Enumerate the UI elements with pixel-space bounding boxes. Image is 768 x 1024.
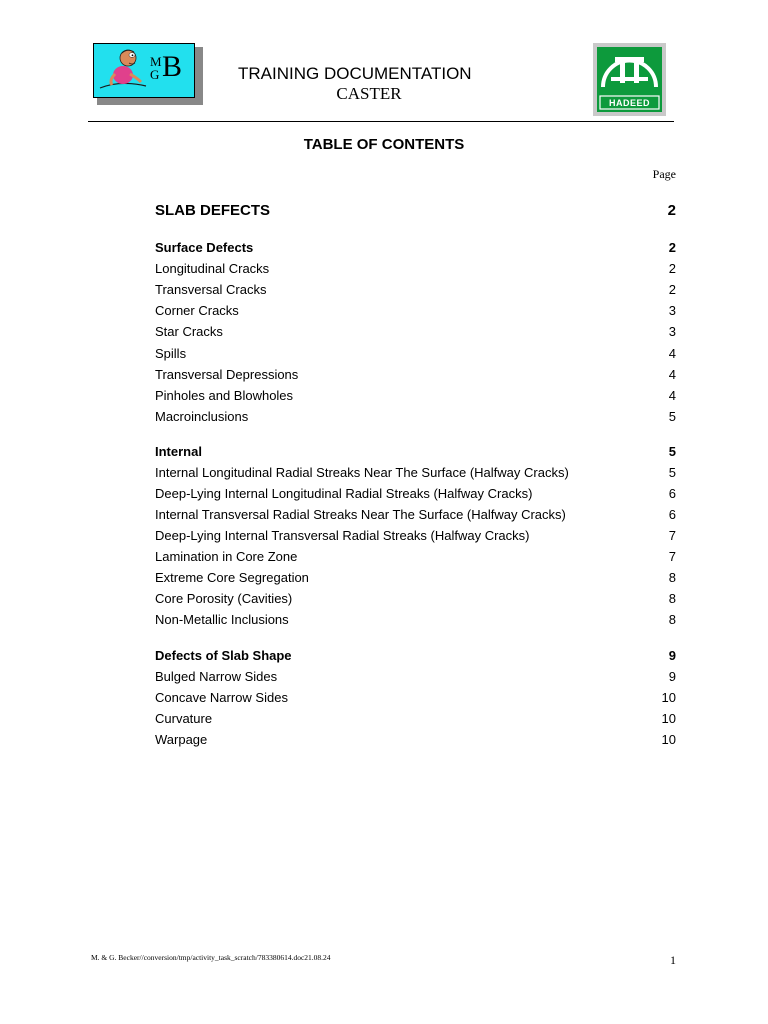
toc-entry[interactable] — [155, 261, 676, 279]
toc-entry[interactable] — [155, 346, 676, 364]
toc-entry-page: 8 — [668, 612, 676, 627]
toc-section[interactable] — [155, 444, 676, 462]
toc-entry-label: Internal Transversal Radial Streaks Near The Surface (Halfway Cracks) — [155, 507, 566, 522]
toc-entry-label: Star Cracks — [155, 324, 223, 339]
toc-section-label: Defects of Slab Shape — [155, 648, 292, 663]
toc-entry[interactable] — [155, 388, 676, 406]
page-number: 1 — [670, 953, 676, 967]
toc-entry-page: 4 — [668, 367, 676, 382]
toc-entry-page: 8 — [668, 591, 676, 606]
toc-entry-label: Internal Longitudinal Radial Streaks Near The Surface (Halfway Cracks) — [155, 465, 569, 480]
toc-entry-page: 6 — [668, 507, 676, 522]
toc-entry[interactable] — [155, 465, 676, 483]
toc-entry-page: 10 — [661, 711, 676, 726]
toc-entry-page: 2 — [668, 282, 676, 297]
toc-entry[interactable] — [155, 303, 676, 321]
toc-entry-page: 3 — [668, 303, 676, 318]
toc-entry-label: Concave Narrow Sides — [155, 690, 288, 705]
logo-letter-m: M — [150, 54, 162, 69]
document-title: TRAINING DOCUMENTATION — [238, 64, 472, 83]
toc-title: TABLE OF CONTENTS — [303, 136, 465, 153]
toc-entry-label: Warpage — [155, 732, 208, 747]
toc-entry[interactable] — [155, 612, 676, 630]
toc-entry[interactable] — [155, 507, 676, 525]
toc-section-page: 5 — [668, 444, 676, 459]
toc-entry[interactable] — [155, 669, 676, 687]
toc-entry[interactable] — [155, 711, 676, 729]
toc-entry-page: 9 — [668, 669, 676, 684]
toc-entry[interactable] — [155, 324, 676, 342]
toc-section[interactable] — [155, 648, 676, 666]
toc-entry-page: 6 — [668, 486, 676, 501]
toc-entry[interactable] — [155, 528, 676, 546]
toc-entry-page: 4 — [668, 346, 676, 361]
logo-letter-g: G — [150, 67, 160, 82]
toc-chapter[interactable] — [155, 202, 676, 220]
toc-entry[interactable] — [155, 549, 676, 567]
toc-entry-page: 5 — [668, 409, 676, 424]
toc-entry-label: Spills — [155, 346, 187, 361]
toc-entry-label: Corner Cracks — [155, 303, 239, 318]
toc-section-label: Internal — [155, 444, 202, 459]
toc-entry-label: Extreme Core Segregation — [155, 570, 309, 585]
toc-entry-label: Lamination in Core Zone — [155, 549, 298, 564]
toc-entry[interactable] — [155, 282, 676, 300]
toc-chapter-page: 2 — [667, 202, 676, 219]
mgb-logo — [93, 43, 195, 98]
toc-section-page: 2 — [668, 240, 676, 255]
toc-entry-page: 2 — [668, 261, 676, 276]
toc-entry-label: Deep-Lying Internal Transversal Radial Streaks (Halfway Cracks) — [155, 528, 530, 543]
toc-entry-label: Macroinclusions — [155, 409, 249, 424]
toc-entry[interactable] — [155, 367, 676, 385]
toc-section-label: Surface Defects — [155, 240, 254, 255]
toc-entry-page: 8 — [668, 570, 676, 585]
toc-entry-label: Pinholes and Blowholes — [155, 388, 294, 403]
toc-entry-page: 3 — [668, 324, 676, 339]
page-column-label: Page — [652, 167, 676, 181]
toc-entry-page: 10 — [661, 690, 676, 705]
toc-entry-label: Deep-Lying Internal Longitudinal Radial Streaks (Halfway Cracks) — [155, 486, 533, 501]
toc-section[interactable] — [155, 240, 676, 258]
toc-entry-label: Curvature — [155, 711, 213, 726]
footer-file-path: M. & G. Becker//conversion/tmp/activity_task_scratch/783380614.doc21.08.24 — [91, 953, 331, 962]
toc-entry-page: 5 — [668, 465, 676, 480]
toc-entry-label: Bulged Narrow Sides — [155, 669, 278, 684]
hadeed-logo-label: HADEED — [608, 98, 650, 108]
toc-chapter-label: SLAB DEFECTS — [155, 202, 271, 219]
toc-entry-label: Core Porosity (Cavities) — [155, 591, 293, 606]
toc-entry-label: Transversal Cracks — [155, 282, 267, 297]
toc-entry-page: 10 — [661, 732, 676, 747]
toc-section-page: 9 — [668, 648, 676, 663]
toc-entry[interactable] — [155, 690, 676, 708]
toc-entry-label: Longitudinal Cracks — [155, 261, 270, 276]
mascot-icon — [94, 44, 154, 97]
toc-entry-label: Transversal Depressions — [155, 367, 299, 382]
toc-entry-page: 4 — [668, 388, 676, 403]
toc-entry[interactable] — [155, 570, 676, 588]
hadeed-logo — [597, 47, 662, 112]
toc-entry-page: 7 — [668, 549, 676, 564]
toc-entry[interactable] — [155, 591, 676, 609]
toc-entry[interactable] — [155, 486, 676, 504]
toc-entry-label: Non-Metallic Inclusions — [155, 612, 289, 627]
header-divider — [88, 121, 674, 122]
logo-letter-b: B — [162, 50, 183, 83]
toc-entry-page: 7 — [668, 528, 676, 543]
document-subtitle: CASTER — [336, 84, 402, 103]
toc-entry[interactable] — [155, 409, 676, 427]
toc-entry[interactable] — [155, 732, 676, 750]
